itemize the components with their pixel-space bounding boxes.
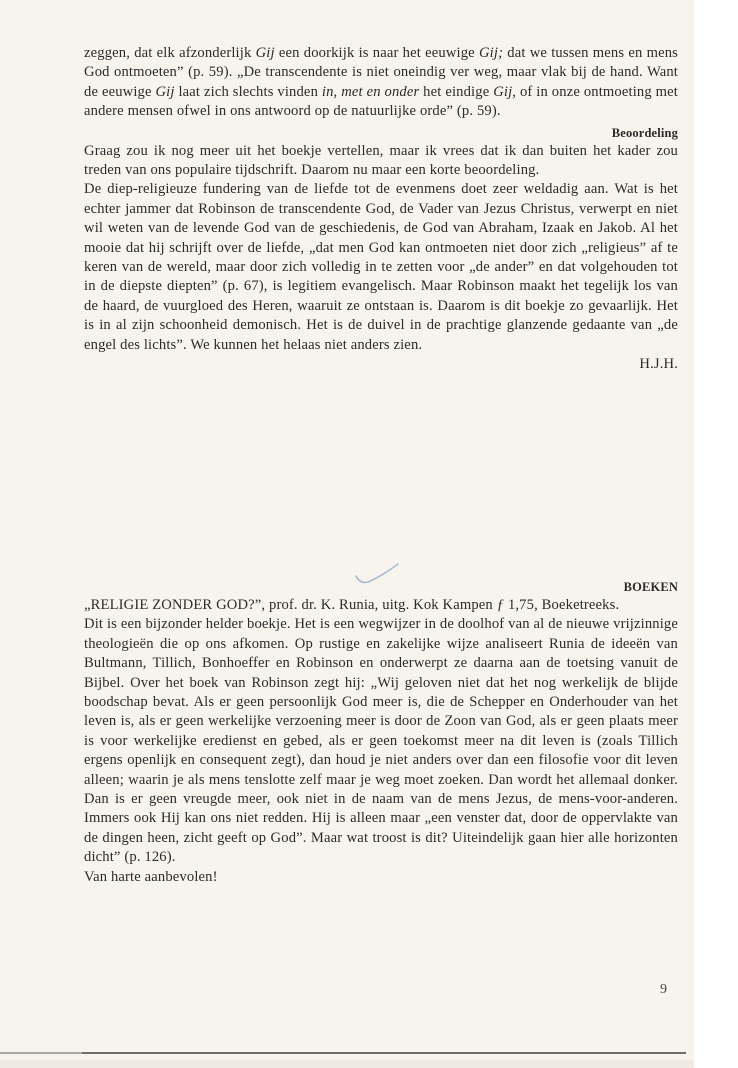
- book-review-body: Dit is een bijzonder helder boekje. Het is een wegwijzer in de doolhof van al de nieuwe vrijzinnige theologieën die op ons afkomen. Op rustige en zakelijke wijze analiseert Runia de ideeën van Bultmann, Tillich, Bonhoeffer en Robinson en onderwerpt ze daarna aan de toetsing vanuit de Bijbel. Over het boek van Robinson zegt hij: „Wij geloven niet dat het nog werkelijk de blijde boodschap bevat. Als er geen persoonlijk God meer is, die de Schepper en Onderhouder van het leven is, als er geen werkelijke verzoening meer is door de Zoon van God, als er geen plaats meer is voor werkelijke eredienst en gebed, als er geen toekomst meer na dit leven is (zoals Tillich ergens openlijk en consequent zegt), dan houd je niet anders over dan een filosofie voor dit leven alleen; waarin je als mens tenslotte zelf maar je weg moet zoeken. Dan wordt het allemaal donker. Dan is er geen vreugde meer, ook niet in de naam van de mens Jezus, de mens-voor-anderen. Immers ook Hij kan ons niet redden. Hij is alleen maar „een venster dat, door de oppervlakte van de dingen heen, zicht geeft op God”. Maar wat troost is dit? Uiteindelijk gaan hier alle horizonten dicht” (p. 126).: [84, 616, 678, 866]
- bottom-rule: [82, 1052, 686, 1054]
- guilder-symbol: ƒ: [496, 597, 505, 613]
- intro-paragraph: [84, 44, 678, 122]
- intro-italic: in, met en onder: [321, 83, 420, 100]
- section-heading-beoordeling: Beoordeling: [611, 125, 678, 140]
- book-series: 1,75, Boeketreeks.: [504, 597, 620, 613]
- intro-italic: Gij: [255, 45, 275, 61]
- intro-text: een doorkijk is naar het eeuwige: [274, 45, 479, 61]
- page-number: 9: [660, 982, 667, 997]
- intro-text: het eindige: [419, 83, 494, 100]
- intro-italic: Gij;: [478, 45, 504, 61]
- author-initials: H.J.H.: [639, 356, 678, 373]
- intro-italic: Gij: [155, 83, 175, 100]
- intro-text: dat we tussen mens en mens God ontmoeten” (p. 59). „De transcendente is niet oneindig ver weg, maar vlak bij de hand. Want de eeuwige: [84, 45, 679, 100]
- intro-text: zeggen, dat elk afzonderlijk: [84, 45, 256, 61]
- intro-text: of in onze ontmoeting met andere mensen ofwel in ons antwoord op de natuurlijke orde” (p. 59).: [84, 83, 678, 120]
- review-continuation-section: [84, 44, 678, 375]
- books-section: [84, 576, 678, 887]
- beoordeling-paragraph-1: Graag zou ik nog meer uit het boekje vertellen, maar ik vrees dat ik dan buiten het kader zou treden van ons populaire tijdschrift. Daarom nu maar een korte beoordeling.: [84, 142, 678, 179]
- bottom-rule-left: [0, 1052, 82, 1054]
- intro-text: laat zich slechts vinden: [174, 83, 322, 100]
- beoordeling-paragraph-2: De diep-religieuze fundering van de liefde tot de evenmens doet zeer weldadig aan. Wat is het echter jammer dat Robinson de transcendente God, de Vader van Jezus Christus, verwerpt en niet wil weten van de levende God van de geschiedenis, de God van Abraham, Izaak en Jakob. Al het mooie dat hij schrijft over de liefde, „dat men God kan ontmoeten niet door zich „religieus” af te keren van de wereld, maar door zich volledig in te zetten voor „de ander” en dat volgehouden tot in de diepste diepten” (p. 67), is legitiem evangelisch. Maar Robinson maakt het tegelijk los van de haard, de vuurgloed des Heren, waaruit ze ontstaan is. Daarom is dit boekje zo gevaarlijk. Het is in al zijn schoonheid demonisch. Het is de duivel in de prachtige glanzende gedaante van „de engel des lichts”. We kunnen het helaas niet anders zien.: [84, 181, 678, 353]
- book-citation: [84, 596, 678, 615]
- book-title: „RELIGIE ZONDER GOD?”, prof. dr. K. Runia, uitg. Kok Kampen: [84, 597, 497, 613]
- intro-italic: Gij,: [493, 83, 517, 100]
- section-heading-boeken: BOEKEN: [623, 580, 678, 594]
- recommendation: Van harte aanbevolen!: [84, 868, 218, 885]
